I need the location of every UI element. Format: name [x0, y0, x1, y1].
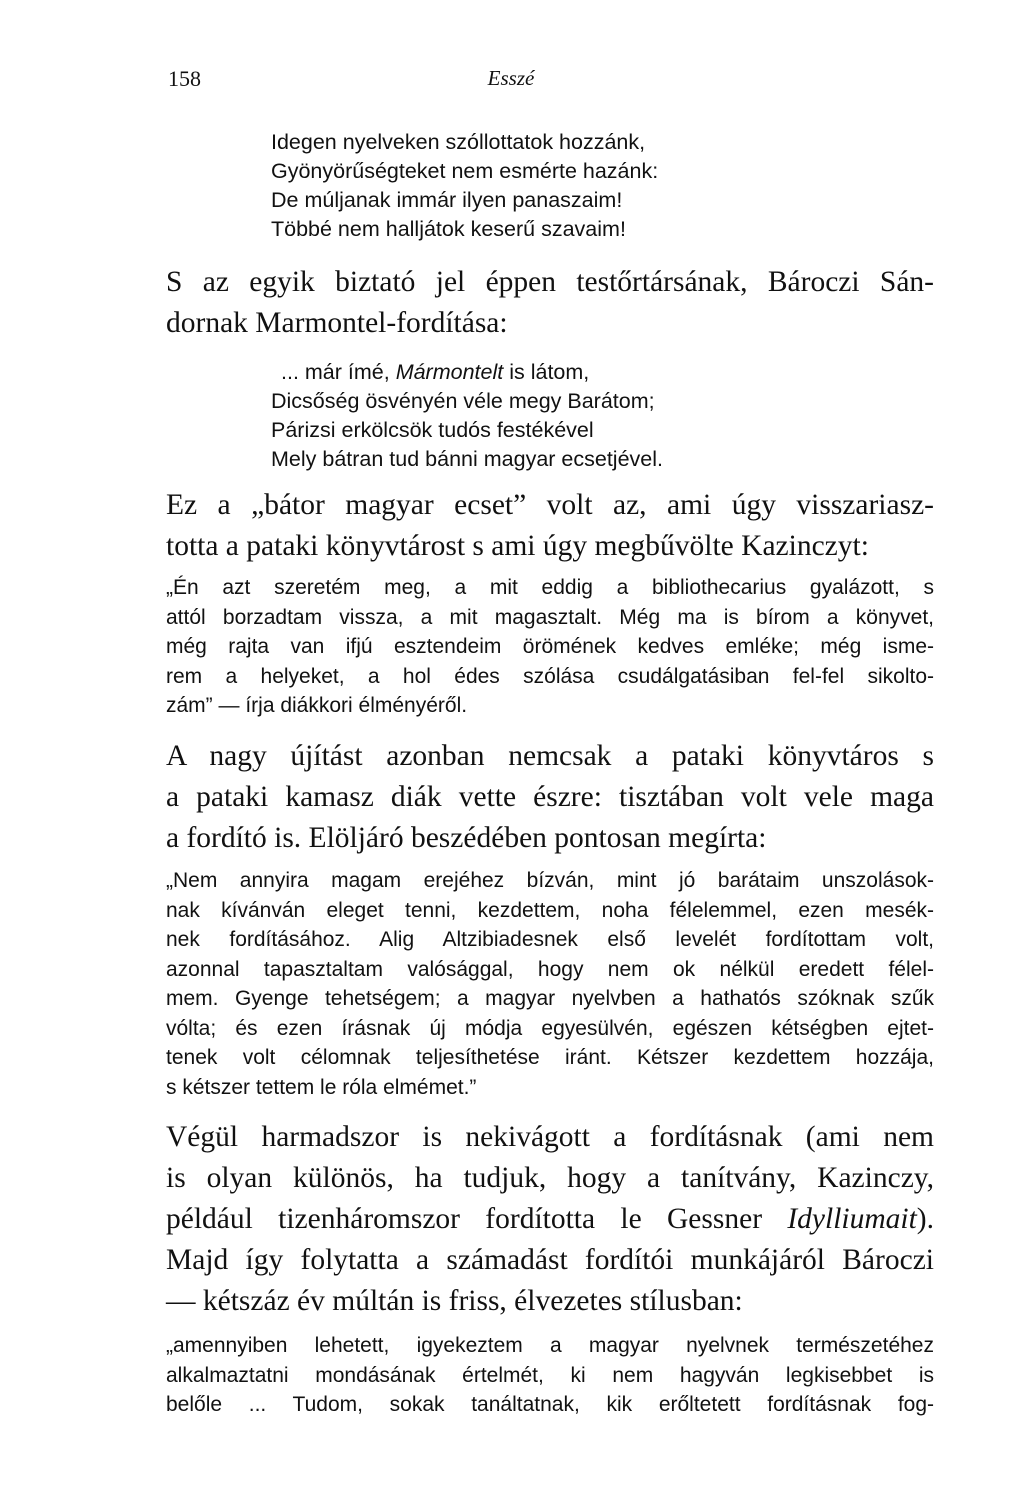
quote-line: rem a helyeket, a hol édes szólása csudálgatásiban fel-fel sikolto-: [166, 664, 934, 688]
text-line: dornak Marmontel-fordítása:: [166, 307, 508, 339]
text-line: A nagy újítást azonban nemcsak a pataki könyvtáros s: [166, 740, 934, 772]
page-number: 158: [168, 66, 201, 91]
verse-line: Gyönyörűségteket nem esmérte hazánk:: [271, 159, 659, 183]
running-title: Esszé: [487, 66, 535, 90]
quote-line: vólta; és ezen írásnak új módja egyesülvén, egészen kétségben ejtet-: [166, 1016, 934, 1040]
text-line: S az egyik biztató jel éppen testőrtársának, Bároczi Sán-: [166, 266, 934, 298]
quote-line: tenek volt célomnak teljesíthetése iránt. Kétszer kezdettem hozzája,: [166, 1046, 934, 1069]
verse-text: ... már ímé,: [281, 360, 396, 384]
quote-line: nek fordításához. Alig Altzibiadesnek első levelét fordítottam volt,: [166, 928, 934, 951]
paragraph-1: [166, 262, 934, 344]
quote-line: „Nem annyira magam erejéhez bízván, mint jó barátaim unszolások-: [166, 869, 934, 892]
text-line: Majd így folytatta a számadást fordítói munkájáról Bároczi: [166, 1244, 934, 1276]
quote-line: alkalmaztatni mondásának értelmét, ki nem hagyván legkisebbet is: [166, 1363, 934, 1387]
verse-line: Párizsi erkölcsök tudós festékével: [271, 418, 594, 442]
text-line: a pataki kamasz diák vette észre: tisztában volt vele maga: [166, 781, 934, 813]
verse-block-1: [271, 128, 658, 244]
quote-line: azonnal tapasztaltam valósággal, hogy nem ok nélkül eredett félel-: [166, 957, 934, 981]
quote-line: belőle ... Tudom, sokak tanáltatnak, kik erőltetett fordításnak fog-: [166, 1393, 934, 1416]
text-line: Végül harmadszor is nekivágott a fordításnak (ami nem: [166, 1121, 934, 1153]
quote-block-1: [166, 573, 934, 721]
quote-block-2: [166, 866, 934, 1102]
quote-line: „amennyiben lehetett, igyekeztem a magyar nyelvnek természetéhez: [166, 1334, 934, 1357]
text-run: ).: [916, 1203, 934, 1235]
quote-line: attól borzadtam vissza, a mit magasztalt. Még ma is bírom a könyvet,: [166, 605, 934, 629]
text-emphasis: Idylliumait: [787, 1203, 917, 1235]
verse-text: is látom,: [503, 360, 590, 384]
paragraph-2: [166, 485, 934, 567]
verse-line: [271, 358, 663, 387]
quote-line: s kétszer tettem le róla elmémet.”: [166, 1075, 477, 1099]
verse-line: Idegen nyelveken szóllottatok hozzánk,: [271, 130, 646, 154]
quote-line: nak kívánván eleget tenni, kezdettem, noha félelemmel, ezen mesék-: [166, 898, 934, 922]
quote-line: mem. Gyenge tehetségem; a magyar nyelvben a hathatós szóknak szűk: [166, 987, 934, 1010]
text-line: totta a pataki könyvtárost s ami úgy megbűvölte Kazinczyt:: [166, 530, 869, 562]
page-header: [168, 66, 854, 96]
quote-block-3: [166, 1331, 934, 1420]
text-line: is olyan különös, ha tudjuk, hogy a tanítvány, Kazinczy,: [166, 1162, 934, 1194]
paragraph-3: [166, 736, 934, 859]
quote-line: még rajta van ifjú esztendeim örömének kedves emléke; még isme-: [166, 635, 934, 658]
text-line: a fordító is. Elöljáró beszédében pontosan megírta:: [166, 822, 767, 854]
paragraph-4: [166, 1117, 934, 1322]
verse-line: Többé nem halljátok keserű szavaim!: [271, 217, 626, 241]
text-line: [166, 1199, 934, 1240]
text-line: Ez a „bátor magyar ecset” volt az, ami úgy visszariasz-: [166, 489, 934, 521]
quote-line: zám” — írja diákkori élményéről.: [166, 694, 468, 717]
text-run: például tizenháromszor fordította le Gessner: [166, 1203, 788, 1235]
verse-block-2: [271, 358, 663, 474]
verse-emphasis: Mármontelt: [395, 360, 504, 384]
verse-line: De múljanak immár ilyen panaszaim!: [271, 188, 623, 212]
verse-line: Mely bátran tud bánni magyar ecsetjével.: [271, 447, 663, 471]
text-line: — kétszáz év múltán is friss, élvezetes stílusban:: [166, 1285, 743, 1317]
quote-line: „Én azt szeretém meg, a mit eddig a bibliothecarius gyalázott, s: [166, 576, 934, 599]
verse-line: Dicsőség ösvényén véle megy Barátom;: [271, 389, 655, 413]
